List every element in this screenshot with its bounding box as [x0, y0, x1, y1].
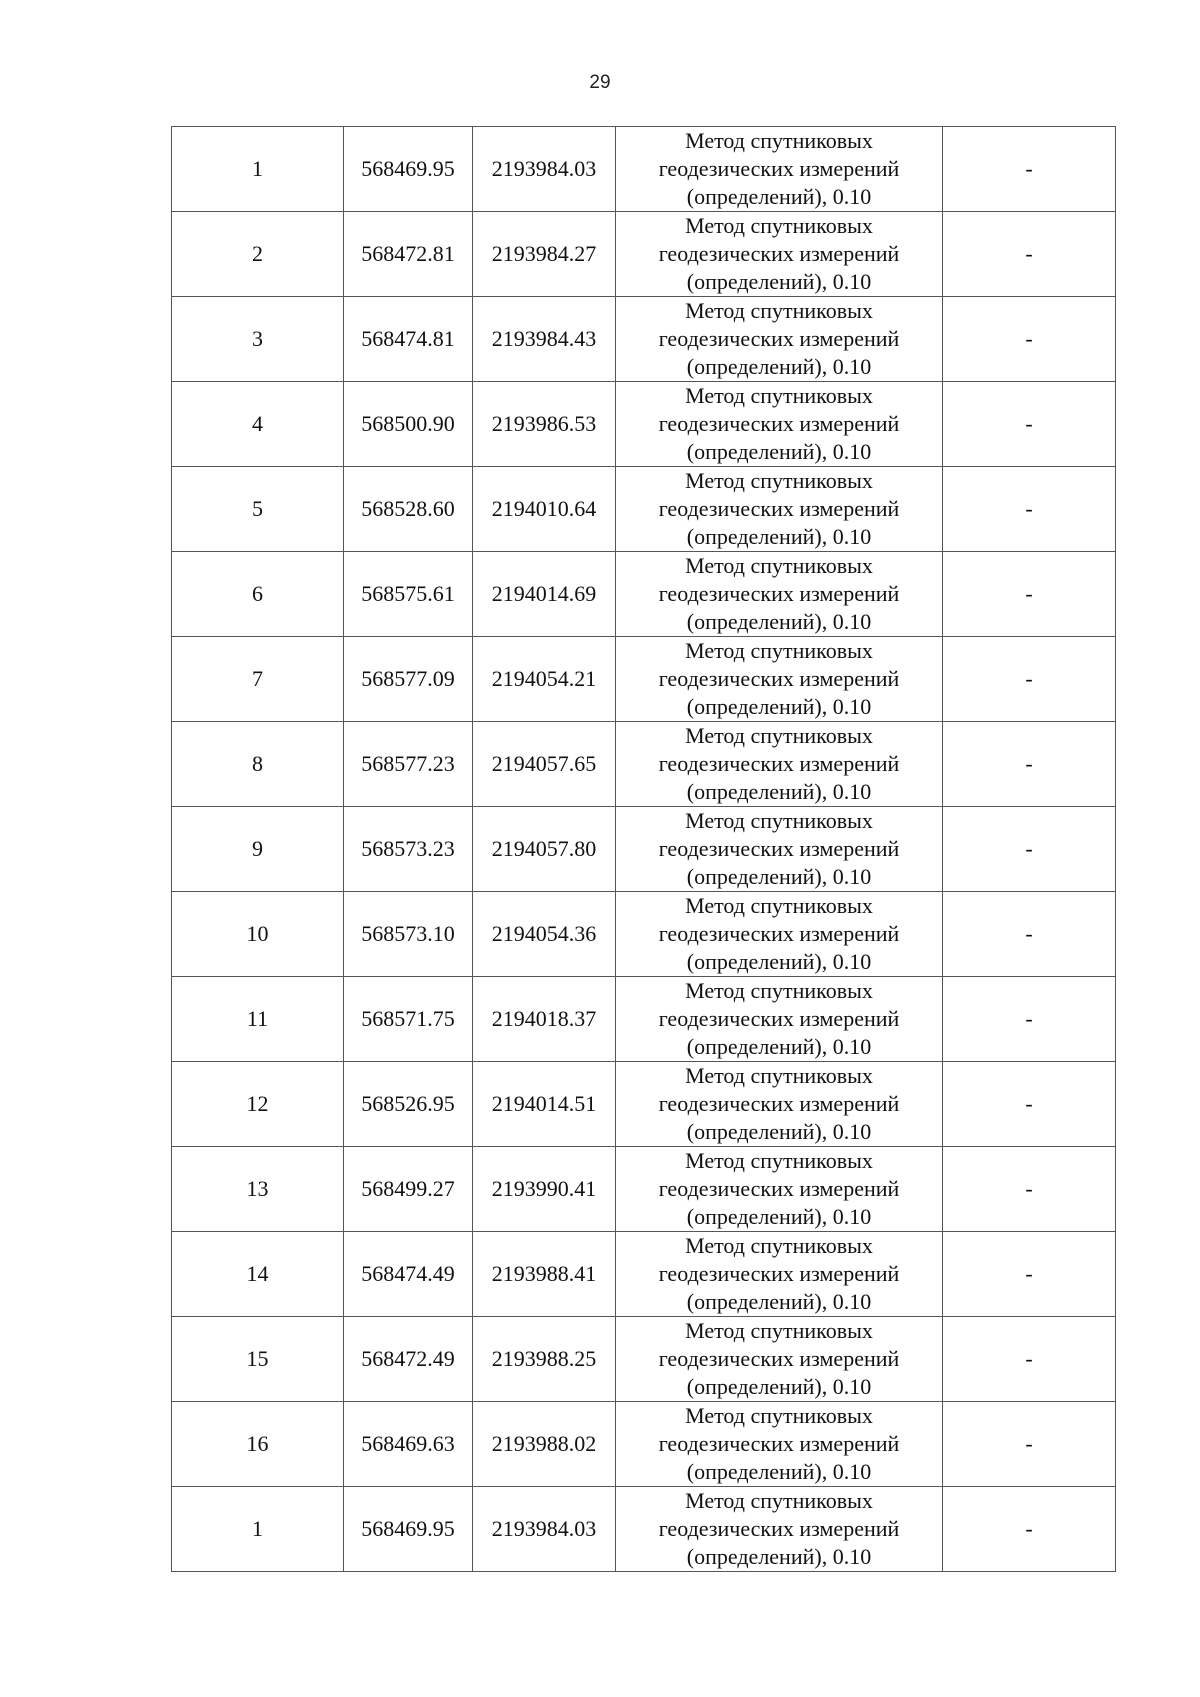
description-cell: - — [943, 1402, 1116, 1487]
method-line-3: (определений), 0.10 — [686, 1119, 872, 1144]
y-coordinate-cell: 2193986.53 — [473, 382, 616, 467]
description-cell: - — [943, 1232, 1116, 1317]
method-line-3: (определений), 0.10 — [686, 779, 872, 804]
description-cell: - — [943, 467, 1116, 552]
method-line-1: Метод спутниковых — [685, 128, 873, 153]
table-row — [172, 552, 1116, 637]
point-number-cell: 8 — [172, 722, 344, 807]
coordinates-table — [171, 126, 1116, 1572]
x-coordinate-cell: 568577.23 — [344, 722, 473, 807]
method-line-3: (определений), 0.10 — [686, 1459, 872, 1484]
description-cell: - — [943, 1317, 1116, 1402]
description-cell: - — [943, 212, 1116, 297]
method-line-2: геодезических измерений — [658, 241, 900, 266]
method-line-3: (определений), 0.10 — [686, 184, 872, 209]
x-coordinate-cell: 568500.90 — [344, 382, 473, 467]
method-line-3: (определений), 0.10 — [686, 1544, 872, 1569]
method-line-2: геодезических измерений — [658, 1431, 900, 1456]
description-cell: - — [943, 552, 1116, 637]
method-accuracy-cell — [616, 1402, 943, 1487]
table-row — [172, 1317, 1116, 1402]
table-row — [172, 1487, 1116, 1572]
method-line-1: Метод спутниковых — [685, 213, 873, 238]
method-line-1: Метод спутниковых — [685, 808, 873, 833]
method-line-1: Метод спутниковых — [685, 383, 873, 408]
point-number-cell: 5 — [172, 467, 344, 552]
point-number-cell: 2 — [172, 212, 344, 297]
point-number-cell: 12 — [172, 1062, 344, 1147]
table-row — [172, 1232, 1116, 1317]
point-number-cell: 10 — [172, 892, 344, 977]
y-coordinate-cell: 2193988.02 — [473, 1402, 616, 1487]
method-line-2: геодезических измерений — [658, 1176, 900, 1201]
method-line-1: Метод спутниковых — [685, 1318, 873, 1343]
method-line-1: Метод спутниковых — [685, 723, 873, 748]
method-accuracy-cell — [616, 977, 943, 1062]
point-number-cell: 15 — [172, 1317, 344, 1402]
method-line-3: (определений), 0.10 — [686, 1204, 872, 1229]
method-line-1: Метод спутниковых — [685, 1403, 873, 1428]
method-line-2: геодезических измерений — [658, 581, 900, 606]
method-accuracy-cell — [616, 722, 943, 807]
table-row — [172, 722, 1116, 807]
method-accuracy-cell — [616, 552, 943, 637]
table-row — [172, 127, 1116, 212]
description-cell: - — [943, 722, 1116, 807]
y-coordinate-cell: 2194054.21 — [473, 637, 616, 722]
method-accuracy-cell — [616, 892, 943, 977]
x-coordinate-cell: 568472.81 — [344, 212, 473, 297]
method-line-3: (определений), 0.10 — [686, 269, 872, 294]
method-line-3: (определений), 0.10 — [686, 609, 872, 634]
point-number-cell: 13 — [172, 1147, 344, 1232]
method-line-3: (определений), 0.10 — [686, 1374, 872, 1399]
y-coordinate-cell: 2194014.51 — [473, 1062, 616, 1147]
x-coordinate-cell: 568469.95 — [344, 127, 473, 212]
method-line-3: (определений), 0.10 — [686, 949, 872, 974]
method-line-2: геодезических измерений — [658, 496, 900, 521]
method-line-1: Метод спутниковых — [685, 893, 873, 918]
point-number-cell: 14 — [172, 1232, 344, 1317]
description-cell: - — [943, 127, 1116, 212]
y-coordinate-cell: 2193984.27 — [473, 212, 616, 297]
description-cell: - — [943, 382, 1116, 467]
y-coordinate-cell: 2194014.69 — [473, 552, 616, 637]
method-line-3: (определений), 0.10 — [686, 694, 872, 719]
y-coordinate-cell: 2193990.41 — [473, 1147, 616, 1232]
point-number-cell: 9 — [172, 807, 344, 892]
table-row — [172, 467, 1116, 552]
method-accuracy-cell — [616, 1147, 943, 1232]
y-coordinate-cell: 2193984.43 — [473, 297, 616, 382]
method-line-3: (определений), 0.10 — [686, 1034, 872, 1059]
x-coordinate-cell: 568577.09 — [344, 637, 473, 722]
x-coordinate-cell: 568528.60 — [344, 467, 473, 552]
point-number-cell: 7 — [172, 637, 344, 722]
description-cell: - — [943, 1147, 1116, 1232]
method-accuracy-cell — [616, 1487, 943, 1572]
description-cell: - — [943, 807, 1116, 892]
table-row — [172, 1062, 1116, 1147]
y-coordinate-cell: 2193984.03 — [473, 127, 616, 212]
description-cell: - — [943, 637, 1116, 722]
table-row — [172, 1402, 1116, 1487]
table-row — [172, 637, 1116, 722]
y-coordinate-cell: 2193988.25 — [473, 1317, 616, 1402]
y-coordinate-cell: 2194057.80 — [473, 807, 616, 892]
y-coordinate-cell: 2194018.37 — [473, 977, 616, 1062]
x-coordinate-cell: 568575.61 — [344, 552, 473, 637]
y-coordinate-cell: 2193988.41 — [473, 1232, 616, 1317]
table-row — [172, 297, 1116, 382]
y-coordinate-cell: 2194057.65 — [473, 722, 616, 807]
x-coordinate-cell: 568573.23 — [344, 807, 473, 892]
method-accuracy-cell — [616, 467, 943, 552]
x-coordinate-cell: 568469.63 — [344, 1402, 473, 1487]
method-line-2: геодезических измерений — [658, 326, 900, 351]
method-accuracy-cell — [616, 297, 943, 382]
method-accuracy-cell — [616, 807, 943, 892]
method-line-1: Метод спутниковых — [685, 1488, 873, 1513]
x-coordinate-cell: 568472.49 — [344, 1317, 473, 1402]
method-line-1: Метод спутниковых — [685, 553, 873, 578]
x-coordinate-cell: 568526.95 — [344, 1062, 473, 1147]
page-number: 29 — [589, 72, 611, 93]
x-coordinate-cell: 568474.49 — [344, 1232, 473, 1317]
x-coordinate-cell: 568573.10 — [344, 892, 473, 977]
method-line-2: геодезических измерений — [658, 836, 900, 861]
method-accuracy-cell — [616, 637, 943, 722]
method-line-1: Метод спутниковых — [685, 1063, 873, 1088]
x-coordinate-cell: 568469.95 — [344, 1487, 473, 1572]
description-cell: - — [943, 297, 1116, 382]
y-coordinate-cell: 2193984.03 — [473, 1487, 616, 1572]
method-line-2: геодезических измерений — [658, 1261, 900, 1286]
method-accuracy-cell — [616, 212, 943, 297]
point-number-cell: 1 — [172, 127, 344, 212]
method-line-2: геодезических измерений — [658, 1346, 900, 1371]
method-line-3: (определений), 0.10 — [686, 439, 872, 464]
point-number-cell: 1 — [172, 1487, 344, 1572]
table-row — [172, 807, 1116, 892]
method-line-2: геодезических измерений — [658, 1006, 900, 1031]
y-coordinate-cell: 2194010.64 — [473, 467, 616, 552]
coordinates-table-body — [172, 127, 1116, 1572]
method-line-2: геодезических измерений — [658, 921, 900, 946]
description-cell: - — [943, 892, 1116, 977]
method-line-2: геодезических измерений — [658, 751, 900, 776]
method-line-2: геодезических измерений — [658, 411, 900, 436]
point-number-cell: 6 — [172, 552, 344, 637]
method-accuracy-cell — [616, 382, 943, 467]
method-line-3: (определений), 0.10 — [686, 354, 872, 379]
description-cell: - — [943, 977, 1116, 1062]
method-accuracy-cell — [616, 1232, 943, 1317]
method-accuracy-cell — [616, 1062, 943, 1147]
method-line-3: (определений), 0.10 — [686, 1289, 872, 1314]
method-line-1: Метод спутниковых — [685, 1233, 873, 1258]
method-line-1: Метод спутниковых — [685, 298, 873, 323]
point-number-cell: 3 — [172, 297, 344, 382]
table-row — [172, 382, 1116, 467]
table-row — [172, 212, 1116, 297]
x-coordinate-cell: 568499.27 — [344, 1147, 473, 1232]
method-line-2: геодезических измерений — [658, 1516, 900, 1541]
point-number-cell: 11 — [172, 977, 344, 1062]
method-accuracy-cell — [616, 1317, 943, 1402]
x-coordinate-cell: 568571.75 — [344, 977, 473, 1062]
y-coordinate-cell: 2194054.36 — [473, 892, 616, 977]
table-row — [172, 892, 1116, 977]
point-number-cell: 4 — [172, 382, 344, 467]
method-line-2: геодезических измерений — [658, 666, 900, 691]
table-row — [172, 1147, 1116, 1232]
method-line-3: (определений), 0.10 — [686, 524, 872, 549]
method-line-1: Метод спутниковых — [685, 468, 873, 493]
method-line-1: Метод спутниковых — [685, 978, 873, 1003]
description-cell: - — [943, 1062, 1116, 1147]
method-line-2: геодезических измерений — [658, 156, 900, 181]
description-cell: - — [943, 1487, 1116, 1572]
method-accuracy-cell — [616, 127, 943, 212]
x-coordinate-cell: 568474.81 — [344, 297, 473, 382]
method-line-3: (определений), 0.10 — [686, 864, 872, 889]
table-row — [172, 977, 1116, 1062]
method-line-2: геодезических измерений — [658, 1091, 900, 1116]
method-line-1: Метод спутниковых — [685, 638, 873, 663]
point-number-cell: 16 — [172, 1402, 344, 1487]
method-line-1: Метод спутниковых — [685, 1148, 873, 1173]
